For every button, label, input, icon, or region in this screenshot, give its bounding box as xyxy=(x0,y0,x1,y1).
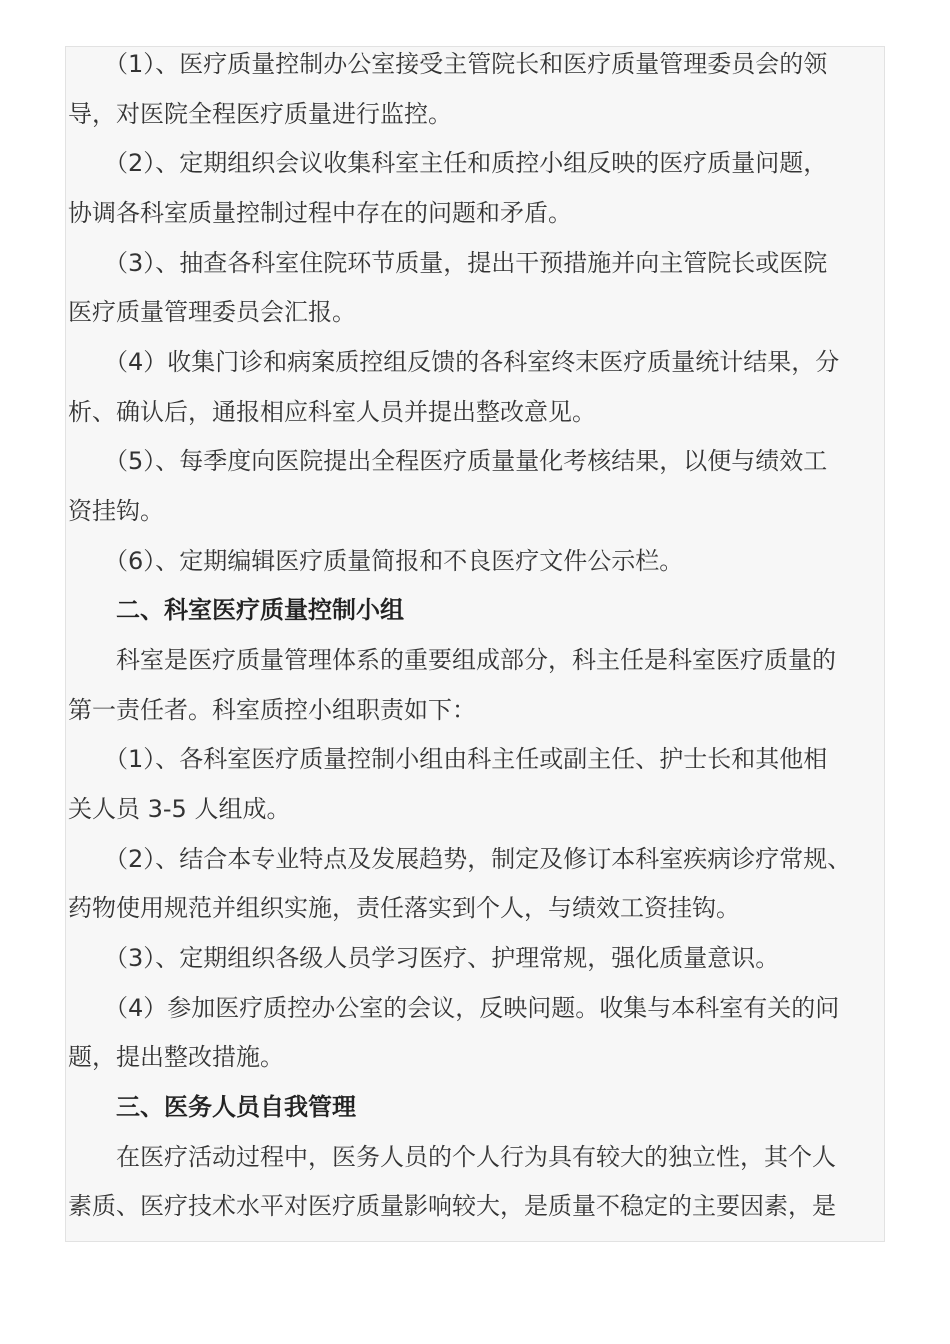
text-line: 题，提出整改措施。 xyxy=(68,1043,284,1071)
text-line: 科室是医疗质量管理体系的重要组成部分，科主任是科室医疗质量的 xyxy=(68,646,836,674)
text-line: （2）、定期组织会议收集科室主任和质控小组反映的医疗质量问题， xyxy=(68,149,828,177)
section-heading: 二、科室医疗质量控制小组 xyxy=(68,596,404,624)
text-line: 协调各科室质量控制过程中存在的问题和矛盾。 xyxy=(68,199,572,227)
document-page xyxy=(65,46,885,1242)
text-line: （1）、医疗质量控制办公室接受主管院长和医疗质量管理委员会的领 xyxy=(68,50,828,78)
text-line: 素质、医疗技术水平对医疗质量影响较大，是质量不稳定的主要因素，是 xyxy=(68,1192,836,1220)
text-line: 析、确认后，通报相应科室人员并提出整改意见。 xyxy=(68,398,596,426)
text-line: 资挂钩。 xyxy=(68,497,164,525)
text-line: （2）、结合本专业特点及发展趋势，制定及修订本科室疾病诊疗常规、 xyxy=(68,845,852,873)
text-line: 关人员 3-5 人组成。 xyxy=(68,795,291,823)
text-line: （5）、每季度向医院提出全程医疗质量量化考核结果，以便与绩效工 xyxy=(68,447,828,475)
text-line: （6）、定期编辑医疗质量简报和不良医疗文件公示栏。 xyxy=(68,547,684,575)
text-line: （4）参加医疗质控办公室的会议，反映问题。收集与本科室有关的问 xyxy=(68,994,840,1022)
text-line: 医疗质量管理委员会汇报。 xyxy=(68,298,356,326)
text-line: 导，对医院全程医疗质量进行监控。 xyxy=(68,100,452,128)
text-line: （3）、定期组织各级人员学习医疗、护理常规，强化质量意识。 xyxy=(68,944,780,972)
text-line: 第一责任者。科室质控小组职责如下： xyxy=(68,696,476,724)
text-line: （1）、各科室医疗质量控制小组由科主任或副主任、护士长和其他相 xyxy=(68,745,828,773)
text-line: 药物使用规范并组织实施，责任落实到个人，与绩效工资挂钩。 xyxy=(68,894,740,922)
text-line: （4）收集门诊和病案质控组反馈的各科室终末医疗质量统计结果，分 xyxy=(68,348,840,376)
text-line: 在医疗活动过程中，医务人员的个人行为具有较大的独立性，其个人 xyxy=(68,1143,836,1171)
text-line: （3）、抽查各科室住院环节质量，提出干预措施并向主管院长或医院 xyxy=(68,249,828,277)
section-heading: 三、医务人员自我管理 xyxy=(68,1093,356,1121)
